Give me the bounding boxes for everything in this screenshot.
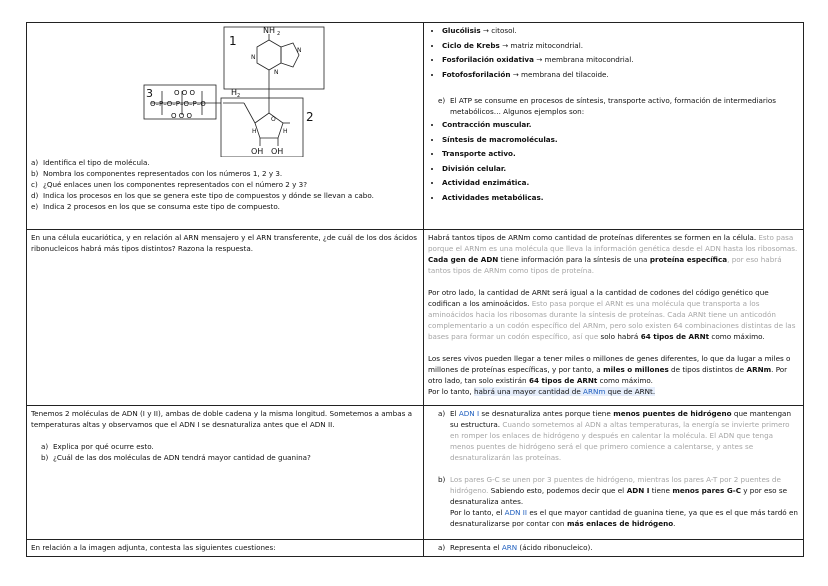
label-h2-sub: 2	[237, 93, 241, 99]
list-item: • Actividades metabólicas.	[442, 192, 799, 203]
question-2-text: En una célula eucariótica, y en relación al ARN mensajero y el ARN transferente, ¿de cuál de los dos ácidos ribonucleicos habrá más tipos distintos? Razona la respuesta.	[31, 233, 417, 253]
list-item: • División celular.	[442, 163, 799, 174]
svg-text:H: H	[283, 128, 288, 135]
list-item: • Fotofosforilación → membrana del tilacoide.	[442, 69, 799, 80]
question-1b: b) Nombra los componentes representados con los números 1, 2 y 3.	[31, 169, 283, 178]
list-item: • Actividad enzimática.	[442, 177, 799, 188]
question-3b: b) ¿Cuál de las dos moléculas de ADN tendrá mayor cantidad de guanina?	[41, 453, 311, 462]
svg-text:N: N	[274, 69, 279, 76]
list-item: • Síntesis de macromoléculas.	[442, 134, 799, 145]
label-oh-right: OH	[271, 147, 284, 156]
table-row	[27, 23, 804, 230]
list-item: • Glucólisis → citosol.	[442, 25, 799, 36]
question-4-text: En relación a la imagen adjunta, contesta las siguientes cuestiones:	[31, 543, 276, 552]
label-oh-left: OH	[251, 147, 264, 156]
question-1-list	[31, 157, 419, 212]
answer-1e: e) El ATP se consume en procesos de síntesis, transporte activo, formación de intermediarios metabólicos… Algunos ejemplos son:	[438, 96, 777, 116]
table-row	[27, 230, 804, 406]
question-1d: d) Indica los procesos en los que se genera este tipo de compuestos y dónde se llevan a cabo.	[31, 191, 374, 200]
answer-2-paragraph-2: Por otro lado, la cantidad de ARNt será igual a la cantidad de codones del código genético que codifican a los aminoácidos. Esto pasa porque el ARNt es una molécula que transporta a los aminoácidos hacia los ribosomas durante la síntesis de proteínas. Cada ARNt tiene un anticodón complementario a un codón específico del ARNm, pero solo existen 64 combinaciones distintas de las bases para formar un codón específico, así que solo habrá 64 tipos de ARNt como máximo.	[428, 288, 796, 341]
answer-cell-4	[424, 540, 804, 557]
answer-cell-1	[424, 23, 804, 230]
atp-molecule-figure	[31, 25, 419, 157]
question-answer-table	[26, 22, 804, 557]
svg-text:O O O: O O O	[171, 112, 192, 120]
svg-text:O O O: O O O	[174, 89, 195, 97]
atp-structure-diagram	[31, 25, 411, 157]
label-number-2: 2	[306, 110, 314, 124]
svg-text:O–P–O–P–O–P–O: O–P–O–P–O–P–O	[150, 100, 206, 108]
table-row	[27, 406, 804, 540]
svg-text:O: O	[271, 116, 276, 123]
question-cell-2	[27, 230, 424, 406]
question-cell-4	[27, 540, 424, 557]
label-number-3: 3	[146, 87, 153, 100]
list-item: • Ciclo de Krebs → matriz mitocondrial.	[442, 40, 799, 51]
list-item: • Transporte activo.	[442, 148, 799, 159]
answer-3b: b) Los pares G-C se unen por 3 puentes de hidrógeno, mientras los pares A-T por 2 puentes de hidrógeno. Sabiendo esto, podemos decir que el ADN I tiene menos pares G-C y por eso se desnaturaliza antes. Por lo tanto, el ADN II es el que mayor cantidad de guanina tiene, ya que es el que más tardó en desnaturalizarse por contar con más enlaces de hidrógeno.	[438, 475, 798, 528]
answer-2-paragraph-1: Habrá tantos tipos de ARNm como cantidad de proteínas diferentes se formen en la célula. Esto pasa porque el ARNm es una molécula que lleva la información genética desde el ADN hasta los ribosomas. Cada gen de ADN tiene información para la síntesis de una proteína específica, por eso habrá tantos tipos de ARNm como tipos de proteína.	[428, 233, 798, 275]
table-row	[27, 540, 804, 557]
answer-4a: a) Representa el ARN (ácido ribonucleico).	[438, 543, 593, 552]
question-1e: e) Indica 2 procesos en los que se consuma este tipo de compuesto.	[31, 202, 280, 211]
question-3a: a) Explica por qué ocurre esto.	[41, 442, 154, 451]
label-number-1: 1	[229, 34, 237, 48]
answer-cell-2	[424, 230, 804, 406]
svg-text:N: N	[251, 54, 256, 61]
question-3-list	[31, 441, 419, 463]
atp-production-list	[428, 25, 799, 80]
label-nh2-sub: 2	[277, 31, 281, 37]
question-cell-3	[27, 406, 424, 540]
question-1a: a) Identifica el tipo de molécula.	[31, 158, 150, 167]
question-cell-1	[27, 23, 424, 230]
label-nh2: NH	[263, 26, 275, 35]
answer-cell-3	[424, 406, 804, 540]
atp-consumption-list	[428, 119, 799, 203]
label-h2: H	[231, 88, 238, 97]
svg-text:N: N	[297, 47, 302, 54]
question-3-text: Tenemos 2 moléculas de ADN (I y II), ambas de doble cadena y la misma longitud. Sometemos a ambas a temperaturas altas y observamos que el ADN I se desnaturaliza antes que el ADN II.	[31, 409, 413, 429]
answer-2-paragraph-3: Los seres vivos pueden llegar a tener miles o millones de genes diferentes, lo que da lugar a miles o millones de proteínas específicas, y por tanto, a miles o millones de tipos distintos de ARNm. Por otro lado, tan solo existirán 64 tipos de ARNt como máximo. Por lo tanto, habrá una mayor cantidad de ARNm que de ARNt.	[428, 354, 791, 396]
list-item: • Contracción muscular.	[442, 119, 799, 130]
svg-text:H: H	[252, 128, 257, 135]
question-1c: c) ¿Qué enlaces unen los componentes representados con el número 2 y 3?	[31, 180, 308, 189]
list-item: • Fosforilación oxidativa → membrana mitocondrial.	[442, 54, 799, 65]
answer-3a: a) El ADN I se desnaturaliza antes porque tiene menos puentes de hidrógeno que mantengan su estructura. Cuando sometemos al ADN a altas temperaturas, la energía se invierte primero en romper los enlaces de hidrógeno y después en calentar la molécula. El ADN que tenga menos puentes de hidrógeno será el que primero comience a calentarse, y antes se desnaturalizarán las proteínas.	[438, 409, 791, 462]
